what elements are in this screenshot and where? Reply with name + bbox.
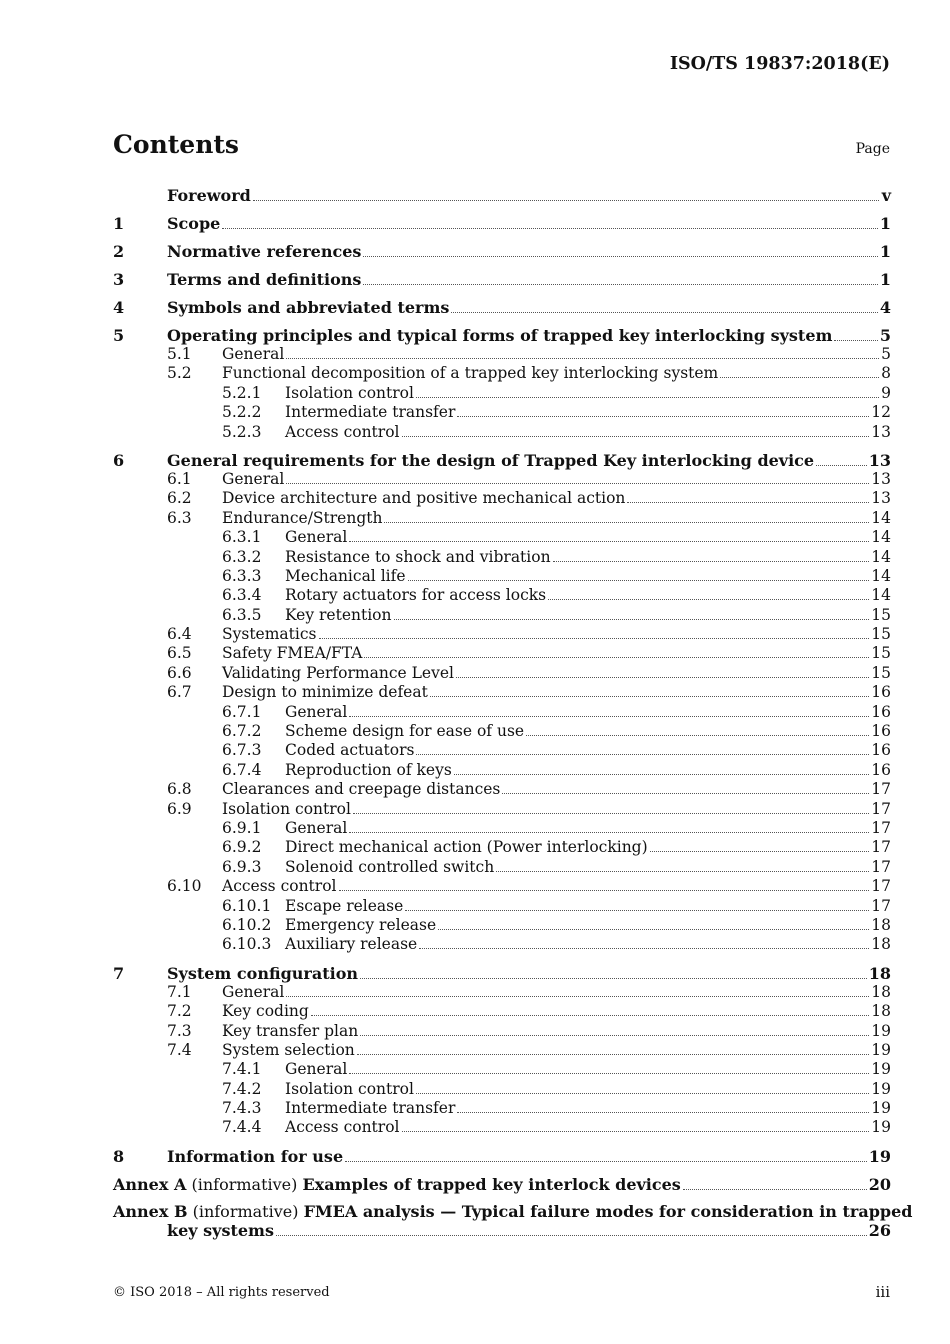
toc-entry-number: 6.7.3 — [222, 741, 262, 760]
leader-dots — [526, 723, 869, 736]
toc-entry-title: Reproduction of keys — [285, 760, 452, 779]
leader-dots — [683, 1176, 867, 1190]
leader-dots — [339, 878, 870, 891]
toc-entry[interactable] — [113, 1099, 891, 1118]
toc-entry[interactable] — [113, 489, 891, 508]
toc-entry-number: 5.2.3 — [222, 422, 262, 441]
toc-entry-title: Rotary actuators for access locks — [285, 586, 547, 605]
toc-entry-title: Terms and definitions — [167, 270, 362, 289]
toc-entry-number: 6.10.3 — [222, 935, 272, 954]
toc-entry-page: 16 — [871, 683, 891, 702]
toc-entry-number: 6.2 — [167, 489, 192, 508]
toc-entry-page: 19 — [871, 1118, 891, 1137]
toc-entry-title: Resistance to shock and vibration — [285, 547, 551, 566]
toc-entry-page: 1 — [879, 270, 891, 289]
table-of-contents — [113, 186, 913, 1241]
toc-entry-number: 5.2 — [167, 364, 192, 383]
toc-entry-annex-b[interactable] — [113, 1201, 913, 1241]
toc-entry-number: 5.2.2 — [222, 403, 262, 422]
leader-dots — [276, 1222, 867, 1236]
toc-entry-title: Safety FMEA/FTA — [222, 644, 363, 663]
leader-dots — [357, 1042, 869, 1055]
footer-copyright: © ISO 2018 – All rights reserved — [113, 1285, 330, 1300]
toc-entry-number: 5 — [113, 326, 125, 345]
leader-dots — [451, 299, 877, 313]
toc-entry-page: 14 — [871, 508, 891, 527]
leader-dots — [454, 761, 869, 774]
toc-entry-title: General — [285, 818, 348, 837]
leader-dots — [353, 800, 869, 813]
toc-entry-number: 6.7.2 — [222, 722, 262, 741]
toc-entry-page: 13 — [868, 450, 891, 470]
toc-entry-page: 19 — [871, 1040, 891, 1059]
leader-dots — [394, 606, 870, 619]
toc-entry-number: 6.10.1 — [222, 896, 272, 915]
toc-entry[interactable] — [113, 186, 891, 205]
toc-entry-page: 19 — [868, 1146, 891, 1166]
annex-b-label: Annex B — [113, 1201, 188, 1221]
toc-entry-page: 18 — [871, 935, 891, 954]
toc-entry-page: 1 — [879, 242, 891, 261]
toc-entry-number: 6.9 — [167, 799, 192, 818]
toc-entry-title: System selection — [222, 1040, 355, 1059]
toc-entry[interactable] — [113, 1118, 891, 1137]
toc-entry-number: 8 — [113, 1146, 125, 1166]
toc-entry[interactable] — [113, 451, 891, 470]
toc-entry-title: Operating principles and typical forms of trapped key interlocking system — [167, 326, 833, 345]
toc-entry-number: 7.4.2 — [222, 1079, 262, 1098]
toc-entry-page: 16 — [871, 760, 891, 779]
toc-entry-page: 15 — [871, 605, 891, 624]
annex-a-title: Examples of trapped key interlock devices — [302, 1174, 681, 1194]
toc-entry-title: Intermediate transfer — [285, 1099, 456, 1118]
toc-entry[interactable] — [113, 964, 891, 983]
toc-entry-title: Scheme design for ease of use — [285, 722, 525, 741]
toc-entry-number: 5.1 — [167, 345, 192, 363]
toc-entry-number: 7.4.1 — [222, 1060, 262, 1079]
toc-entry-title: Foreword — [167, 186, 251, 205]
toc-entry[interactable] — [113, 1002, 891, 1021]
toc-entry-number: 1 — [113, 214, 125, 233]
leader-dots — [319, 626, 870, 639]
toc-entry-page: 17 — [871, 780, 891, 799]
leader-dots — [457, 1100, 869, 1113]
toc-entry[interactable] — [113, 528, 891, 547]
toc-entry-page: 14 — [871, 528, 891, 547]
toc-entry-page: 18 — [871, 1002, 891, 1021]
leader-dots — [349, 820, 869, 833]
toc-entry-title: Design to minimize defeat — [222, 683, 428, 702]
toc-entry-title: Escape release — [285, 896, 404, 915]
toc-entry-title: General — [222, 982, 285, 1001]
toc-entry-title: Access control — [285, 422, 400, 441]
toc-entry-number: 7.4.3 — [222, 1099, 262, 1118]
toc-entry-number: 6.9.1 — [222, 818, 262, 837]
toc-entry-title: Device architecture and positive mechanical action — [222, 489, 626, 508]
toc-entry-page: 18 — [871, 982, 891, 1001]
toc-entry-number: 4 — [113, 298, 125, 317]
toc-entry[interactable] — [113, 722, 891, 741]
toc-entry-page: 19 — [871, 1060, 891, 1079]
toc-entry-number: 6.6 — [167, 663, 192, 682]
toc-entry-title: Systematics — [222, 625, 317, 644]
toc-entry-page: 5 — [881, 345, 891, 363]
page-column-label: Page — [855, 141, 890, 157]
toc-entry-number: 7.1 — [167, 982, 192, 1001]
toc-entry-page: 17 — [871, 838, 891, 857]
leader-dots — [311, 1003, 869, 1016]
toc-entry-number: 6.9.3 — [222, 857, 262, 876]
toc-entry-page: 19 — [871, 1099, 891, 1118]
toc-entry-number: 6.1 — [167, 469, 192, 488]
footer-page-number: iii — [875, 1283, 890, 1301]
toc-entry-page: 17 — [871, 799, 891, 818]
toc-entry-number: 6.3.5 — [222, 605, 262, 624]
leader-dots — [650, 839, 870, 852]
toc-entry-number: 6.3.2 — [222, 547, 262, 566]
toc-entry-title: Emergency release — [285, 915, 437, 934]
toc-entry-page: v — [881, 186, 891, 205]
annex-b-note: (informative) — [192, 1201, 299, 1221]
toc-entry-number: 3 — [113, 270, 125, 289]
toc-entry[interactable] — [113, 214, 891, 233]
toc-entry-number: 6.5 — [167, 644, 192, 663]
toc-entry[interactable] — [113, 780, 891, 799]
toc-entry-number: 6.7.1 — [222, 702, 262, 721]
annex-b-title-line2: key systems — [167, 1220, 274, 1240]
toc-entry-title: Intermediate transfer — [285, 403, 456, 422]
toc-entry[interactable] — [113, 897, 891, 916]
toc-entry-page: 13 — [871, 422, 891, 441]
leader-dots — [286, 471, 869, 484]
toc-entry-number: 6.10 — [167, 877, 202, 896]
toc-entry[interactable] — [113, 703, 891, 722]
toc-entry-number: 6.8 — [167, 780, 192, 799]
toc-entry[interactable] — [113, 242, 891, 261]
leader-dots — [496, 858, 869, 871]
leader-dots — [349, 1061, 869, 1074]
toc-entry-page: 8 — [881, 364, 891, 383]
toc-entry-page: 16 — [871, 702, 891, 721]
toc-entry-annex-a[interactable] — [113, 1175, 891, 1194]
toc-entry-title: General — [222, 345, 285, 363]
toc-entry-page: 9 — [881, 383, 891, 402]
toc-entry-title: Isolation control — [285, 383, 414, 402]
toc-entry[interactable] — [113, 1041, 891, 1060]
leader-dots — [345, 1148, 867, 1162]
leader-dots — [456, 664, 869, 677]
toc-entry-page: 13 — [871, 489, 891, 508]
toc-entry-number: 6.4 — [167, 625, 192, 644]
toc-entry[interactable] — [113, 858, 891, 877]
toc-entry-page: 19 — [871, 1079, 891, 1098]
leader-dots — [349, 529, 869, 542]
toc-entry[interactable] — [113, 548, 891, 567]
toc-entry[interactable] — [113, 664, 891, 683]
toc-entry-title: Functional decomposition of a trapped key interlocking system — [222, 364, 719, 383]
toc-entry-page: 17 — [871, 877, 891, 896]
toc-entry[interactable] — [113, 935, 891, 954]
toc-entry-page: 17 — [871, 857, 891, 876]
toc-entry[interactable] — [113, 606, 891, 625]
toc-entry-page: 18 — [868, 963, 891, 983]
toc-entry-number: 6.10.2 — [222, 915, 272, 934]
leader-dots — [222, 215, 878, 229]
leader-dots — [416, 384, 879, 397]
leader-dots — [416, 1080, 869, 1093]
toc-entry[interactable] — [113, 470, 891, 489]
toc-entry-title: Endurance/Strength — [222, 508, 383, 527]
toc-entry-page: 17 — [871, 896, 891, 915]
toc-entry[interactable] — [113, 983, 891, 1002]
toc-entry-number: 6.3.3 — [222, 566, 262, 585]
toc-entry[interactable] — [113, 384, 891, 403]
toc-entry-title: Normative references — [167, 242, 362, 261]
leader-dots — [457, 404, 869, 417]
leader-dots — [286, 983, 869, 996]
toc-entry-page: 13 — [871, 469, 891, 488]
leader-dots — [360, 965, 867, 979]
leader-dots — [408, 568, 870, 581]
toc-entry[interactable] — [113, 819, 891, 838]
toc-entry-page: 1 — [879, 214, 891, 233]
contents-heading: Contents — [113, 130, 240, 159]
toc-entry-number: 7.4 — [167, 1040, 192, 1059]
toc-entry-page: 4 — [879, 298, 891, 317]
toc-entry[interactable] — [113, 270, 891, 289]
toc-entry[interactable] — [113, 838, 891, 857]
toc-entry[interactable] — [113, 877, 891, 896]
annex-a-page: 20 — [868, 1174, 891, 1194]
toc-entry-title: General — [285, 528, 348, 547]
toc-entry-title: Isolation control — [222, 799, 351, 818]
leader-dots — [384, 509, 869, 522]
toc-entry-page: 16 — [871, 722, 891, 741]
toc-entry-title: Key coding — [222, 1002, 309, 1021]
toc-entry-page: 12 — [871, 403, 891, 422]
toc-entry-title: Direct mechanical action (Power interlocking) — [285, 838, 648, 857]
leader-dots — [405, 897, 869, 910]
leader-dots — [416, 742, 869, 755]
toc-entry-number: 7.4.4 — [222, 1118, 262, 1137]
toc-entry[interactable] — [113, 644, 891, 663]
toc-entry[interactable] — [113, 683, 891, 702]
standard-id: ISO/TS 19837:2018(E) — [669, 54, 890, 74]
annex-b-page: 26 — [868, 1220, 891, 1240]
leader-dots — [363, 243, 877, 257]
toc-entry[interactable] — [113, 326, 891, 345]
leader-dots — [627, 490, 869, 503]
leader-dots — [360, 1022, 869, 1035]
leader-dots — [253, 187, 879, 201]
toc-entry-title: Key retention — [285, 605, 392, 624]
toc-entry[interactable] — [113, 1147, 891, 1166]
toc-entry-title: Solenoid controlled switch — [285, 857, 495, 876]
toc-entry[interactable] — [113, 345, 891, 364]
toc-entry-page: 18 — [871, 915, 891, 934]
toc-entry-title: Validating Performance Level — [222, 663, 454, 682]
toc-entry-title: Mechanical life — [285, 566, 406, 585]
toc-entry-title: Information for use — [167, 1146, 344, 1166]
toc-entry-title: General — [285, 702, 348, 721]
toc-entry-title: Symbols and abbreviated terms — [167, 298, 450, 317]
leader-dots — [349, 703, 869, 716]
toc-entry-title: System configuration — [167, 963, 358, 983]
leader-dots — [402, 423, 870, 436]
toc-entry-number: 6.3.1 — [222, 528, 262, 547]
annex-a-note: (informative) — [191, 1174, 298, 1194]
leader-dots — [816, 452, 867, 466]
toc-entry-page: 14 — [871, 547, 891, 566]
toc-entry-page: 15 — [871, 644, 891, 663]
annex-b-title-line1: FMEA analysis — Typical failure modes for consideration in trapped — [303, 1201, 913, 1221]
toc-entry[interactable] — [113, 586, 891, 605]
toc-entry-page: 19 — [871, 1021, 891, 1040]
leader-dots — [553, 548, 870, 561]
leader-dots — [402, 1119, 870, 1132]
toc-entry-title: Coded actuators — [285, 741, 415, 760]
leader-dots — [438, 917, 869, 930]
toc-entry-title: Access control — [222, 877, 337, 896]
toc-entry[interactable] — [113, 364, 891, 383]
toc-entry[interactable] — [113, 1080, 891, 1099]
toc-entry[interactable] — [113, 567, 891, 586]
toc-entry-title: Isolation control — [285, 1079, 414, 1098]
toc-entry-title: Key transfer plan — [222, 1021, 359, 1040]
toc-entry-page: 14 — [871, 586, 891, 605]
toc-entry[interactable] — [113, 1060, 891, 1079]
toc-entry-page: 14 — [871, 566, 891, 585]
toc-entry-number: 6 — [113, 450, 125, 470]
toc-entry-number: 6.7 — [167, 683, 192, 702]
toc-entry-title: General — [285, 1060, 348, 1079]
leader-dots — [502, 781, 869, 794]
toc-entry-title: Auxiliary release — [285, 935, 418, 954]
toc-entry[interactable] — [113, 916, 891, 935]
toc-entry-page: 16 — [871, 741, 891, 760]
toc-entry-page: 5 — [879, 326, 891, 345]
toc-entry-number: 6.3 — [167, 508, 192, 527]
leader-dots — [548, 587, 869, 600]
toc-entry-number: 6.9.2 — [222, 838, 262, 857]
leader-dots — [363, 271, 877, 285]
toc-entry[interactable] — [113, 741, 891, 760]
toc-entry[interactable] — [113, 800, 891, 819]
toc-entry-title: Access control — [285, 1118, 400, 1137]
leader-dots — [430, 684, 869, 697]
leader-dots — [364, 645, 869, 658]
annex-a-label: Annex A — [113, 1174, 187, 1194]
toc-entry-page: 15 — [871, 625, 891, 644]
toc-entry-number: 6.7.4 — [222, 760, 262, 779]
toc-entry-number: 7 — [113, 963, 125, 983]
toc-entry-number: 7.2 — [167, 1002, 192, 1021]
toc-entry-number: 5.2.1 — [222, 383, 262, 402]
toc-entry-page: 17 — [871, 818, 891, 837]
leader-dots — [720, 365, 879, 378]
toc-entry-number: 6.3.4 — [222, 586, 262, 605]
toc-entry-title: General requirements for the design of Trapped Key interlocking device — [167, 450, 815, 470]
toc-entry[interactable] — [113, 298, 891, 317]
toc-entry-title: Scope — [167, 214, 221, 233]
toc-entry-title: Clearances and creepage distances — [222, 780, 501, 799]
toc-entry[interactable] — [113, 625, 891, 644]
toc-entry-number: 7.3 — [167, 1021, 192, 1040]
toc-entry-number: 2 — [113, 242, 125, 261]
toc-entry[interactable] — [113, 1022, 891, 1041]
toc-entry-title: General — [222, 469, 285, 488]
toc-entry[interactable] — [113, 509, 891, 528]
leader-dots — [286, 346, 879, 359]
toc-entry[interactable] — [113, 761, 891, 780]
toc-entry[interactable] — [113, 423, 891, 442]
toc-entry[interactable] — [113, 403, 891, 422]
leader-dots — [834, 327, 877, 341]
leader-dots — [419, 936, 869, 949]
toc-entry-page: 15 — [871, 663, 891, 682]
